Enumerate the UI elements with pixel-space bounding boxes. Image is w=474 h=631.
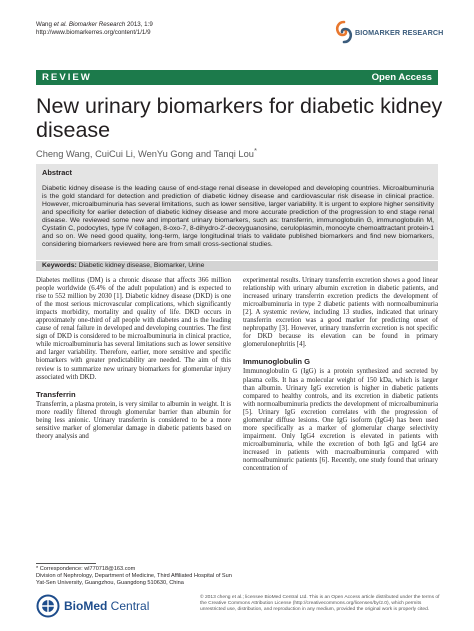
biomed-central-logo[interactable] [36,594,186,618]
journal-logo-text: BIOMARKER RESEARCH [355,28,444,37]
transferrin-paragraph: Transferrin, a plasma protein, is very similar to albumin in weight. It is more readily filtered through glomerular barrier than albumin for being less anionic. Urinary transferrin is considered to be a more sensitive marker of glomerular damage in diabetic patients based on theory analysis and [36,400,231,440]
author-names: Cheng Wang, CuiCui Li, WenYu Gong and Tanqi Lou [36,149,254,160]
keywords-text: Diabetic kidney disease, Biomarker, Urine [78,262,205,269]
abstract-text: Diabetic kidney disease is the leading cause of end-stage renal disease in developed and developing countries. Microalbuminuria is the gold standard for detection and prediction of diabetic kidney disease and cardiovascular risk disease in clinical practice. However, microalbuminuria has several limitations, such as lower sensitive, larger variability. It is urgent to explore higher sensitivity and specificity for earlier detection of diabetic kidney disease and more accurate prediction of the progression to end stage renal disease. We reviewed some new and important urinary biomarkers, such as: transferrin, immunoglobulin G, immunoglobulin M, Cystatin C, podocytes, type IV collagen, 8-oxo-7, 8-dihydro-2'-deoxyguanosine, ceruloplasmin, monocyte chemoattractant protein-1 and so on. We need good quality, long-term, large longitudinal trials to validate published biomarkers and find new biomarkers, considering biomarkers reviewed here are from small cross-sectional studies. [42,185,434,249]
body-column-right [243,277,438,477]
biomed-central-name-suffix: Central [107,599,150,613]
biomed-central-name: BioMed [64,599,108,613]
keywords-label: Keywords: [42,262,77,269]
article-type-bar [36,70,438,85]
keywords-box [36,261,438,271]
abstract-heading: Abstract [42,168,72,177]
intro-paragraph: Diabetes mellitus (DM) is a chronic disease that affects 366 million people worldwide (6.4% of the adult population) and is expected to rise to 552 million by 2030 [1]. Diabetic kidney disease (DKD) is one of the most serious microvascular complications, which significantly impacts morbidity, mortality and quality of life. DKD occurs in approximately one-third of all people with diabetes and is the leading cause of renal failure in developed and developing countries. The first sign of DKD is considered to be microalbuminuria in clinical practice, while microalbuminuria has several limitations such as lower sensitive and larger variability. Therefore, earlier, more sensitive and specific biomarkers with greater predictability are needed. The aim of this review is to summarize new urinary biomarkers for glomerular injury associated with DKD. [36,277,231,381]
article-title: New urinary biomarkers for diabetic kidney disease [36,94,443,142]
citation-journal: Biomarker Research [68,21,126,28]
open-access-label: Open Access [371,72,432,83]
article-type-label: REVIEW [42,72,92,83]
section-heading-transferrin: Transferrin [36,389,76,399]
footnote-divider [36,563,96,564]
immunoglobulin-g-paragraph: Immunoglobulin G (IgG) is a protein synthesized and secreted by plasma cells. It has a molecular weight of 150 kDa, which is larger than albumin. Urinary IgG excretion is higher in diabetic patients compared to healthy controls, and its excretion in diabetic patients with normoalbuminuria predicts the development of microalbuminuria [5]. Urinary IgG excretion correlates with the progression of glomerular diffuse lesions. One IgG isoform (IgG4) has been used more specifically as a marker of glomerular charge selectivity impairment. Only IgG4 excretion is elevated in patients with microalbuminuria, while the excretion of both IgG and IgG4 are increased in patients with macroalbuminuria compared with normoalbuminuric patients [6]. Recently, one study found that urinary concentration of [243,368,438,473]
author-list [36,146,257,159]
correspondence-email: * Correspondence: wl770718@163.com [36,566,136,572]
citation-header [36,21,153,37]
citation-volume: 2013, 1:9 [126,21,153,28]
author-affiliation: Division of Nephrology, Department of Medicine, Third Affiliated Hospital of Sun Yat-Sen University, Guangzhou, Guangdong 510630, China [36,573,232,586]
footnote [36,566,236,587]
journal-logo-icon [334,20,354,44]
citation-url-link[interactable]: http://www.biomarkerres.org/content/1/1/9 [36,29,151,36]
biomed-central-logo-icon [36,594,60,618]
citation-etal: et al. [53,21,68,28]
corresponding-author-mark: * [253,146,257,155]
citation-authors: Wang [36,21,52,28]
section-heading-immunoglobulin-g: Immunoglobulin G [243,357,311,367]
body-column-left [36,277,231,445]
abstract-box [36,164,438,260]
license-text: © 2013 cheng et al.; licensee BioMed Central Ltd. This is an Open Access article distributed under the terms of the Creative Commons Attribution License (http://creativecommons.org/licenses/by/2.0), which permits unrestricted use, distribution, and reproduction in any medium, provided the original work is properly cited. [200,595,440,612]
journal-logo[interactable] [334,20,454,44]
transferrin-continued-paragraph: experimental results. Urinary transferrin excretion shows a good linear relationship with urinary albumin excretion in diabetic patients, and increased urinary transferrin excretion predicts the development of microalbuminuria in type 2 diabetic patients with normoalbuminuria [2]. A systemic review, including 13 studies, indicated that urinary transferrin excretion was a good marker for predicting onset of nephropathy [3]. However, urinary transferrin excretion is not specific for DKD because its elevation can be found in primary glomerulonephritis [4]. [243,277,438,349]
